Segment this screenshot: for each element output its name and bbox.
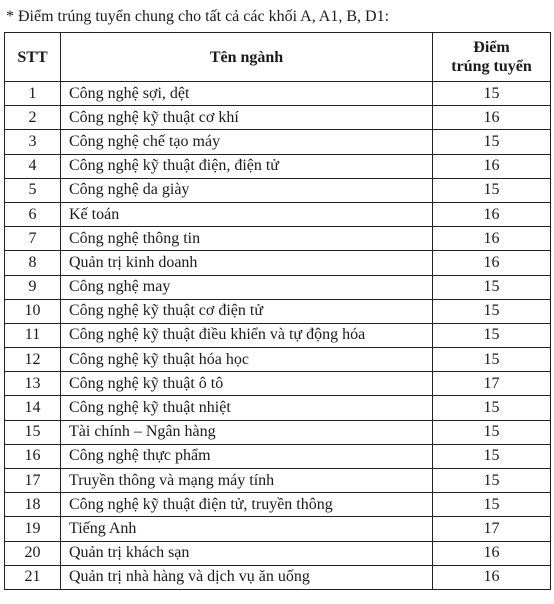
row-score: 16 bbox=[433, 565, 551, 589]
row-major-name: Quản trị kinh doanh bbox=[61, 251, 433, 275]
row-stt: 18 bbox=[5, 493, 61, 517]
row-major-name: Công nghệ may bbox=[61, 275, 433, 299]
table-row bbox=[5, 251, 551, 275]
row-score: 15 bbox=[433, 396, 551, 420]
row-major-name: Tài chính – Ngân hàng bbox=[61, 420, 433, 444]
row-score: 16 bbox=[433, 541, 551, 565]
row-score: 15 bbox=[433, 130, 551, 154]
row-score: 15 bbox=[433, 469, 551, 493]
row-score: 15 bbox=[433, 444, 551, 468]
row-major-name: Công nghệ chế tạo máy bbox=[61, 130, 433, 154]
row-major-name: Công nghệ kỹ thuật điện tử, truyền thông bbox=[61, 493, 433, 517]
row-major-name: Công nghệ da giày bbox=[61, 178, 433, 202]
table-row bbox=[5, 396, 551, 420]
table-row bbox=[5, 82, 551, 106]
table-row bbox=[5, 227, 551, 251]
row-stt: 21 bbox=[5, 565, 61, 589]
intro-note: * Điểm trúng tuyển chung cho tất cả các khối A, A1, B, D1: bbox=[6, 8, 390, 25]
row-stt: 20 bbox=[5, 541, 61, 565]
row-stt: 10 bbox=[5, 299, 61, 323]
row-stt: 8 bbox=[5, 251, 61, 275]
row-stt: 14 bbox=[5, 396, 61, 420]
table-row bbox=[5, 178, 551, 202]
row-major-name: Công nghệ kỹ thuật cơ khí bbox=[61, 106, 433, 130]
row-major-name: Công nghệ kỹ thuật điện, điện tử bbox=[61, 154, 433, 178]
table-row bbox=[5, 130, 551, 154]
table-row bbox=[5, 541, 551, 565]
row-score: 16 bbox=[433, 154, 551, 178]
row-score: 16 bbox=[433, 202, 551, 226]
row-stt: 13 bbox=[5, 372, 61, 396]
row-major-name: Công nghệ kỹ thuật ô tô bbox=[61, 372, 433, 396]
row-stt: 7 bbox=[5, 227, 61, 251]
row-stt: 3 bbox=[5, 130, 61, 154]
row-major-name: Công nghệ kỹ thuật hóa học bbox=[61, 348, 433, 372]
table-row bbox=[5, 444, 551, 468]
row-stt: 16 bbox=[5, 444, 61, 468]
header-row bbox=[5, 33, 551, 82]
row-score: 17 bbox=[433, 372, 551, 396]
table-row bbox=[5, 299, 551, 323]
table-header bbox=[5, 33, 551, 82]
row-score: 15 bbox=[433, 323, 551, 347]
table-row bbox=[5, 469, 551, 493]
row-score: 15 bbox=[433, 348, 551, 372]
row-major-name: Công nghệ kỹ thuật nhiệt bbox=[61, 396, 433, 420]
row-major-name: Công nghệ sợi, dệt bbox=[61, 82, 433, 106]
row-score: 16 bbox=[433, 106, 551, 130]
header-score bbox=[433, 33, 551, 82]
row-score: 16 bbox=[433, 227, 551, 251]
row-stt: 4 bbox=[5, 154, 61, 178]
row-score: 16 bbox=[433, 251, 551, 275]
row-score: 15 bbox=[433, 420, 551, 444]
header-score-line2: trúng tuyển bbox=[451, 58, 532, 75]
table-row bbox=[5, 420, 551, 444]
table-row bbox=[5, 493, 551, 517]
header-score-line1: Điểm bbox=[473, 39, 510, 56]
row-major-name: Truyền thông và mạng máy tính bbox=[61, 469, 433, 493]
row-major-name: Quản trị khách sạn bbox=[61, 541, 433, 565]
table-row bbox=[5, 275, 551, 299]
admission-score-table bbox=[4, 32, 551, 590]
row-stt: 1 bbox=[5, 82, 61, 106]
row-score: 15 bbox=[433, 178, 551, 202]
row-score: 15 bbox=[433, 82, 551, 106]
table-row bbox=[5, 323, 551, 347]
row-stt: 2 bbox=[5, 106, 61, 130]
table-row bbox=[5, 348, 551, 372]
row-score: 17 bbox=[433, 517, 551, 541]
row-stt: 17 bbox=[5, 469, 61, 493]
table-row bbox=[5, 372, 551, 396]
table-row bbox=[5, 565, 551, 589]
row-major-name: Công nghệ thông tin bbox=[61, 227, 433, 251]
table-row bbox=[5, 106, 551, 130]
row-major-name: Kế toán bbox=[61, 202, 433, 226]
table-body bbox=[5, 82, 551, 590]
row-score: 15 bbox=[433, 299, 551, 323]
row-stt: 11 bbox=[5, 323, 61, 347]
row-stt: 15 bbox=[5, 420, 61, 444]
row-major-name: Công nghệ kỹ thuật cơ điện tử bbox=[61, 299, 433, 323]
row-major-name: Tiếng Anh bbox=[61, 517, 433, 541]
row-score: 15 bbox=[433, 493, 551, 517]
row-major-name: Công nghệ thực phẩm bbox=[61, 444, 433, 468]
table-row bbox=[5, 517, 551, 541]
row-stt: 6 bbox=[5, 202, 61, 226]
row-stt: 19 bbox=[5, 517, 61, 541]
header-major-name: Tên ngành bbox=[61, 33, 433, 82]
table-row bbox=[5, 202, 551, 226]
header-stt: STT bbox=[5, 33, 61, 82]
row-score: 15 bbox=[433, 275, 551, 299]
table-row bbox=[5, 154, 551, 178]
row-major-name: Quản trị nhà hàng và dịch vụ ăn uống bbox=[61, 565, 433, 589]
row-stt: 9 bbox=[5, 275, 61, 299]
row-stt: 5 bbox=[5, 178, 61, 202]
row-stt: 12 bbox=[5, 348, 61, 372]
row-major-name: Công nghệ kỹ thuật điều khiển và tự động hóa bbox=[61, 323, 433, 347]
